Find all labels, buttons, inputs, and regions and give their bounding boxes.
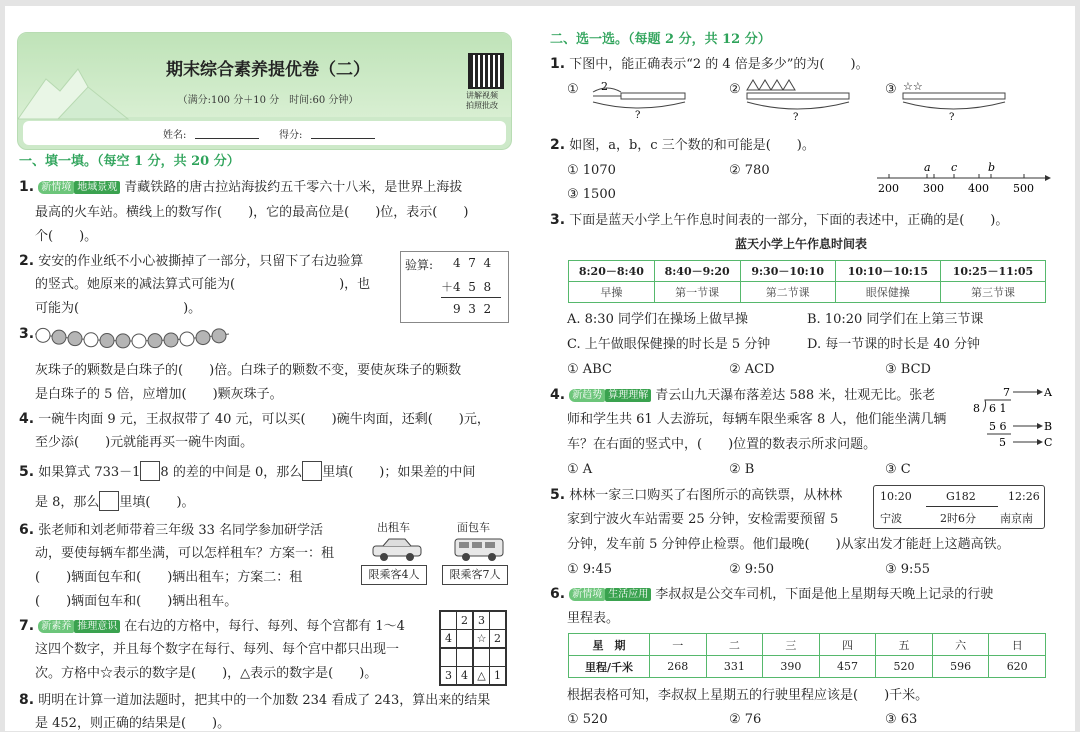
- number-line: [873, 158, 1053, 198]
- schedule-time: 10:25－11:05: [940, 261, 1045, 282]
- s2-q2-stem: 2. 如图，a，b，c 三个数的和可能是( )。: [550, 137, 815, 153]
- digit-box-3[interactable]: [99, 491, 119, 511]
- taxi-label: 出租车: [377, 521, 410, 534]
- s2-q6-line3: 根据表格可知，李叔叔上星期五的行驶里程应该是( )千米。: [567, 688, 929, 703]
- mileage-value: 390: [763, 656, 820, 678]
- tag-new-literacy: 新素养: [38, 620, 74, 633]
- s2-q6-option2[interactable]: ② 76: [729, 712, 762, 727]
- schedule-time: 8:40－9:20: [654, 261, 740, 282]
- white-bead: [36, 328, 50, 342]
- schedule-time: 9:30－10:10: [740, 261, 835, 282]
- check-row2: ＋4 5 8: [441, 280, 492, 294]
- s2-q6-option1[interactable]: ① 520: [567, 712, 608, 727]
- div-quotient: 7: [1003, 386, 1010, 399]
- grid-cell-star: ☆: [473, 630, 490, 649]
- s1-q6-line4: ( )辆面包车和( )辆出租车。: [35, 594, 238, 609]
- s2-q5-line3: 分钟，发车前 5 分钟停止检票。他们最晚( )从家出发才能赶上这趟高铁。: [567, 537, 1010, 552]
- nl-tick-400: 400: [968, 182, 989, 195]
- s1-q1-line3: 个( )。: [35, 229, 98, 244]
- s2-q6-line1: 6. 新情境 生活应用 李叔叔是公交车司机，下面是他上星期每天晚上记录的行驶: [550, 586, 994, 602]
- s2-q5-option1[interactable]: ① 9:45: [567, 562, 612, 577]
- nl-point-c: c: [951, 161, 958, 174]
- mileage-day: 五: [876, 634, 933, 656]
- ticket-dep-time: 10:20: [880, 490, 912, 503]
- tag-life-application: 生活应用: [605, 588, 651, 601]
- grey-bead: [52, 330, 66, 344]
- tag-new-context: 新情境: [38, 181, 74, 194]
- schedule-activity: 眼保健操: [835, 282, 940, 303]
- exam-paper: [5, 6, 1075, 731]
- ticket-arrow: [926, 506, 998, 507]
- s2-q4-line2: 师和学生共 61 人去游玩，每辆车限坐乘客 8 人，他们能坐满几辆: [567, 412, 947, 427]
- mileage-day: 六: [932, 634, 989, 656]
- mileage-row-label: 里程/千米: [569, 656, 650, 678]
- s2-q6-line2: 里程表。: [567, 611, 620, 626]
- s1-q6-line3: ( )辆面包车和( )辆出租车；方案二：租: [35, 570, 303, 585]
- s2-q2-option3[interactable]: ③ 1500: [567, 187, 616, 202]
- nl-tick-500: 500: [1013, 182, 1034, 195]
- diagram3-qmark: ?: [949, 112, 955, 123]
- s2-q1-option2-label[interactable]: ②: [729, 82, 741, 97]
- van-icon: [451, 536, 507, 562]
- sudoku-grid: [439, 610, 507, 686]
- s1-q5-line2: 是 8，那么 里填( )。: [35, 491, 195, 511]
- grid-cell: 1: [490, 667, 507, 686]
- s2-q1-option1-label[interactable]: ①: [567, 82, 579, 97]
- s1-q2-line2: 的竖式。她原来的减法算式可能为( )，也: [35, 277, 371, 292]
- tag-arithmetic: 算理理解: [605, 389, 651, 402]
- check-line: [441, 297, 501, 298]
- tag-landscape: 地域景观: [74, 181, 120, 194]
- grid-cell: 4: [457, 667, 474, 686]
- s1-q6-line1: 6. 张老师和刘老师带着三年级 33 名同学参加研学活: [19, 522, 324, 538]
- grey-bead: [164, 333, 178, 347]
- grid-cell: [440, 611, 457, 630]
- page-title: 期末综合素养提优卷（二）: [166, 60, 370, 80]
- digit-box-2[interactable]: [302, 461, 322, 481]
- white-bead: [180, 332, 194, 346]
- mileage-day: 二: [706, 634, 763, 656]
- info-bar: [23, 121, 506, 145]
- s2-q3-statement-c: C. 上午做眼保健操的时长是 5 分钟: [567, 337, 771, 352]
- white-bead: [132, 334, 146, 348]
- s1-q5-line1: 5. 如果算式 733－1 8 的差的中间是 0，那么 里填( )；如果差的中间: [19, 461, 475, 481]
- tag-new-trend: 新趋势: [569, 389, 605, 402]
- s2-q2-option2[interactable]: ② 780: [729, 163, 770, 178]
- s2-q1-diagram-2: [745, 78, 855, 122]
- s2-q1-diagram-3: [901, 78, 1011, 122]
- s2-q3-option1[interactable]: ① ABC: [567, 362, 612, 377]
- section1-heading: 一、填一填。（每空 1 分，共 20 分）: [19, 154, 240, 169]
- diagram1-qmark: ?: [635, 110, 641, 121]
- grid-cell: 3: [473, 611, 490, 630]
- diagram2-qmark: ?: [793, 112, 799, 123]
- grid-cell: 3: [440, 667, 457, 686]
- grid-cell: 4: [440, 630, 457, 649]
- s2-q5-option3[interactable]: ③ 9:55: [885, 562, 930, 577]
- schedule-activity: 第三节课: [940, 282, 1045, 303]
- mountain-illustration: [18, 61, 128, 121]
- s1-q8-line2: 是 452，则正确的结果是( )。: [35, 716, 231, 731]
- nl-point-b: b: [988, 161, 996, 174]
- grey-bead: [116, 334, 130, 348]
- s2-q3-option2[interactable]: ② ACD: [729, 362, 775, 377]
- grey-bead: [68, 332, 82, 346]
- mileage-value: 268: [650, 656, 707, 678]
- mileage-table: [568, 633, 1046, 678]
- s2-q4-line1: 4. 新趋势 算理理解 青云山九天瀑布落差达 588 米，壮观无比。张老: [550, 387, 936, 403]
- section2-heading: 二、选一选。（每题 2 分，共 12 分）: [550, 32, 771, 47]
- mileage-day: 日: [989, 634, 1046, 656]
- grey-bead: [196, 331, 210, 345]
- s1-q6-line2: 动，要使每辆车都坐满，可以怎样租车？方案一：租: [35, 546, 335, 561]
- schedule-activity: 第一节课: [654, 282, 740, 303]
- ticket-to: 南京南: [1000, 512, 1033, 525]
- s2-q1-diagram-1: [583, 78, 693, 121]
- schedule-title: 蓝天小学上午作息时间表: [735, 237, 868, 251]
- s2-q4-option1[interactable]: ① A: [567, 462, 593, 477]
- s1-q7-line2: 这四个数字，并且每个数字在每行、每列、每个宫中都只出现一: [35, 642, 400, 657]
- grid-cell: [457, 630, 474, 649]
- s2-q3-stem: 3. 下面是蓝天小学上午作息时间表的一部分，下面的表述中，正确的是( )。: [550, 212, 1009, 228]
- score-label: 得分:: [279, 130, 303, 141]
- s1-q3-line2: 是白珠子的 5 倍，应增加( )颗灰珠子。: [35, 387, 283, 402]
- bead-string: [33, 322, 233, 346]
- nl-tick-300: 300: [923, 182, 944, 195]
- s2-q4-option3[interactable]: ③ C: [885, 462, 911, 477]
- check-calculation-box: [400, 251, 509, 323]
- grid-cell: [473, 648, 490, 667]
- grid-cell: [490, 611, 507, 630]
- ticket-duration: 2时6分: [940, 512, 976, 525]
- train-ticket: [873, 485, 1045, 529]
- grid-cell-triangle: △: [473, 667, 490, 686]
- mileage-day: 三: [763, 634, 820, 656]
- check-row3: 9 3 2: [453, 302, 492, 316]
- s2-q5-option2[interactable]: ② 9:50: [729, 562, 774, 577]
- mileage-value: 596: [932, 656, 989, 678]
- s2-q3-statement-a: A. 8:30 同学们在操场上做早操: [567, 312, 748, 327]
- s1-q4-line2: 至少添( )元就能再买一碗牛肉面。: [35, 435, 254, 450]
- div-label-c: C: [1044, 436, 1053, 449]
- grey-bead: [100, 334, 114, 348]
- schedule-time: 10:10－10:15: [835, 261, 940, 282]
- white-bead: [84, 333, 98, 347]
- check-label: 验算:: [405, 258, 434, 272]
- mileage-day: 四: [819, 634, 876, 656]
- qr-caption-1: 讲解视频: [466, 91, 498, 100]
- svg-text:☆☆: ☆☆: [903, 80, 923, 93]
- taxi-limit-box: 限乘客4人: [361, 565, 427, 585]
- s2-q4-option2[interactable]: ② B: [729, 462, 755, 477]
- grid-cell: [440, 648, 457, 667]
- ticket-arr-time: 12:26: [1008, 490, 1040, 503]
- s2-q1-option3-label[interactable]: ③: [885, 82, 897, 97]
- name-field[interactable]: [195, 138, 259, 139]
- grid-cell: [457, 648, 474, 667]
- grey-bead: [148, 334, 162, 348]
- s1-q4-line1: 4. 一碗牛肉面 9 元，王叔叔带了 40 元，可以买( )碗牛肉面，还剩( )元，: [19, 411, 490, 427]
- div-remainder: 5: [999, 436, 1006, 449]
- qr-code[interactable]: [468, 53, 504, 89]
- qr-caption-2: 拍照批改: [466, 101, 498, 110]
- s2-q2-option1[interactable]: ① 1070: [567, 163, 616, 178]
- s1-q2-line3: 可能为( )。: [35, 301, 202, 316]
- s2-q4-line3: 车？在右面的竖式中，( )位置的数表示所求问题。: [567, 437, 877, 452]
- schedule-activity: 第二节课: [740, 282, 835, 303]
- check-row1: 4 7 4: [453, 256, 492, 270]
- s1-q3-line1: 灰珠子的颗数是白珠子的( )倍。白珠子的颗数不变，要使灰珠子的颗数: [35, 363, 462, 378]
- van-label: 面包车: [457, 521, 490, 534]
- schedule-table: [568, 260, 1046, 303]
- s1-q7-line3: 次。方格中☆表示的数字是( )，△表示的数字是( )。: [35, 666, 378, 681]
- s2-q3-statement-d: D. 每一节课的时长是 40 分钟: [807, 337, 981, 352]
- van-limit-box: 限乘客7人: [442, 565, 508, 585]
- tag-reasoning: 推理意识: [74, 620, 120, 633]
- digit-box-1[interactable]: [140, 461, 160, 481]
- mileage-day: 一: [650, 634, 707, 656]
- nl-tick-200: 200: [878, 182, 899, 195]
- grid-cell: 2: [457, 611, 474, 630]
- score-field[interactable]: [311, 138, 375, 139]
- schedule-time: 8:20－8:40: [569, 261, 655, 282]
- tag-new-context-2: 新情境: [569, 588, 605, 601]
- diagram1-label: 2: [601, 80, 608, 93]
- mileage-row-label: 星 期: [569, 634, 650, 656]
- mileage-value: 520: [876, 656, 933, 678]
- nl-point-a: a: [924, 161, 931, 174]
- s1-q3-number: 3.: [19, 326, 35, 342]
- taxi-icon: [369, 536, 425, 562]
- header-banner: [17, 32, 512, 150]
- name-label: 姓名:: [163, 130, 187, 141]
- div-product: 5 6: [989, 420, 1007, 433]
- div-dividend: 6 1: [989, 402, 1007, 415]
- s2-q1-stem: 1. 下图中，能正确表示“2 的 4 倍是多少”的为( )。: [550, 56, 869, 72]
- s2-q5-line1: 5. 林林一家三口购买了右图所示的高铁票，从林林: [550, 487, 843, 503]
- s1-q8-line1: 8. 明明在计算一道加法题时，把其中的一个加数 234 看成了 243，算出来的结果: [19, 692, 491, 708]
- div-divisor: 8: [973, 402, 980, 415]
- long-division: [971, 384, 1051, 450]
- grid-cell: 2: [490, 630, 507, 649]
- div-label-a: A: [1044, 386, 1052, 399]
- s2-q3-statement-b: B. 10:20 同学们在上第三节课: [807, 312, 984, 327]
- schedule-activity: 早操: [569, 282, 655, 303]
- page-subtitle: （满分:100 分＋10 分 时间:60 分钟）: [177, 95, 359, 106]
- div-label-b: B: [1044, 420, 1053, 433]
- ticket-train-no: G182: [946, 490, 976, 503]
- s2-q5-line2: 家到宁波火车站需要 25 分钟，安检需要预留 5: [567, 512, 839, 527]
- grey-bead: [212, 329, 226, 343]
- ticket-from: 宁波: [880, 512, 902, 525]
- s2-q3-option3[interactable]: ③ BCD: [885, 362, 931, 377]
- mileage-value: 457: [819, 656, 876, 678]
- mileage-value: 620: [989, 656, 1046, 678]
- s1-q7-line1: 7. 新素养 推理意识 在右边的方格中，每行、每列、每个宫都有 1～4: [19, 618, 405, 634]
- s2-q6-option3[interactable]: ③ 63: [885, 712, 918, 727]
- s1-q1-line1: 1. 新情境 地域景观 青藏铁路的唐古拉站海拔约五千零六十八米，是世界上海拔: [19, 179, 463, 195]
- mileage-value: 331: [706, 656, 763, 678]
- s1-q1-line2: 最高的火车站。横线上的数写作( )，它的最高位是( )位，表示( ): [35, 205, 469, 220]
- s1-q2-line1: 2. 安安的作业纸不小心被撕掉了一部分，只留下了右边验算: [19, 253, 364, 269]
- grid-cell: [490, 648, 507, 667]
